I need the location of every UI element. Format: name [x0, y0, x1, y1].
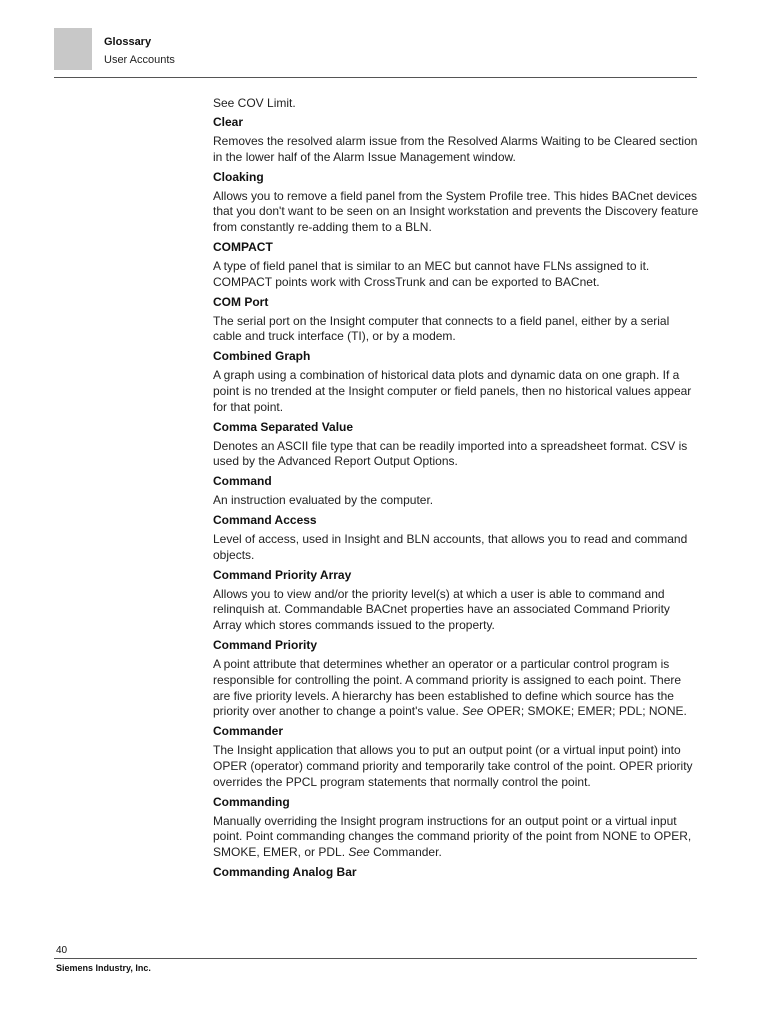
glossary-entry [213, 568, 699, 634]
glossary-term: Cloaking [213, 169, 264, 184]
header-title: Glossary [104, 36, 152, 48]
see-label: See [348, 845, 370, 860]
glossary-term: Clear [213, 115, 244, 129]
glossary-definition: Level of access, used in Insight and BLN accounts, that allows you to read and command objects. [213, 531, 688, 562]
glossary-definition: An instruction evaluated by the computer. [213, 493, 434, 508]
glossary-term: Command Priority [213, 637, 318, 652]
glossary-definition: Allows you to remove a field panel from the System Profile tree. This hides BACnet devices that you don't want to be seen on an Insight workstation and prevents the Discovery feature from constantly re-adding them to a BLN. [213, 188, 699, 235]
footer-company: Siemens Industry, Inc. [56, 963, 151, 973]
glossary-term: Combined Graph [213, 349, 311, 364]
glossary-entry [213, 474, 699, 509]
glossary-entry [213, 170, 699, 236]
glossary-term: COMPACT [213, 239, 273, 254]
see-label: See [462, 704, 484, 719]
glossary-entry [213, 865, 699, 880]
glossary-entry [213, 420, 699, 471]
glossary-definition: Denotes an ASCII file type that can be readily imported into a spreadsheet format. CSV is used by the Advanced Report Output Options. [213, 438, 688, 469]
glossary-term: Commanding [213, 794, 290, 809]
glossary-definition: Removes the resolved alarm issue from the Resolved Alarms Waiting to be Cleared section in the lower half of the Alarm Issue Management window. [213, 134, 698, 164]
footer-divider [54, 958, 697, 959]
glossary-entry [213, 724, 699, 790]
page-number: 40 [56, 945, 68, 956]
glossary-definition: The Insight application that allows you to put an output point (or a virtual input point) into OPER (operator) command priority and temporarily take control of the point. OPER priority overrides the PPCL program statements that normally control the point. [213, 743, 693, 789]
see-reference: OPER; SMOKE; EMER; PDL; NONE. [486, 704, 687, 719]
glossary-term: COM Port [213, 294, 269, 309]
glossary-entry [213, 349, 699, 415]
see-reference: Commander. [373, 845, 442, 860]
glossary-term: Commander [213, 724, 284, 739]
glossary-definition: The serial port on the Insight computer that connects to a field panel, either by a serial cable and truck interface (TI), or by a modem. [213, 313, 670, 344]
glossary-entry [213, 240, 699, 291]
glossary-definition: A type of field panel that is similar to an MEC but cannot have FLNs assigned to it. COMPACT points work with CrossTrunk and can be exported to BACnet. [213, 258, 650, 289]
definition-text: A point attribute that determines whether an operator or a particular control program is responsible for controlling the point. A command priority is assigned to each point. There are five priority levels. A hierarchy has been established to define which source has the priority over another to change a point's value. [213, 656, 682, 719]
glossary-entry [213, 295, 699, 346]
header-divider [54, 77, 697, 78]
glossary-definition: Allows you to view and/or the priority level(s) at which a user is able to command and relinquish at. Commandable BACnet properties have an associated Command Priority Array which stores commands issued to the property. [213, 586, 670, 633]
header-subtitle: User Accounts [104, 54, 175, 66]
glossary-term: Command Priority Array [213, 567, 352, 582]
intro-text: See COV Limit. [213, 96, 296, 110]
glossary-term: Command Access [213, 512, 317, 527]
glossary-term: Comma Separated Value [213, 419, 354, 434]
glossary-term: Command [213, 474, 272, 489]
glossary-entry [213, 638, 699, 720]
glossary-entry [213, 795, 699, 861]
glossary-term: Commanding Analog Bar [213, 864, 357, 879]
definition-text: Manually overriding the Insight program instructions for an output point or a virtual input point. Point commanding changes the command priority of the point from NONE to OPER, SMOKE, EMER, or PDL. [213, 813, 692, 860]
header-gray-block [54, 28, 92, 70]
glossary-content [213, 95, 699, 884]
glossary-definition: A graph using a combination of historical data plots and dynamic data on one graph. If a point is no trended at the Insight computer or field panels, then no historical values appear for that point. [213, 368, 692, 414]
glossary-entry [213, 115, 699, 166]
glossary-definition [213, 657, 699, 720]
glossary-entry [213, 513, 699, 564]
glossary-definition [213, 814, 699, 861]
